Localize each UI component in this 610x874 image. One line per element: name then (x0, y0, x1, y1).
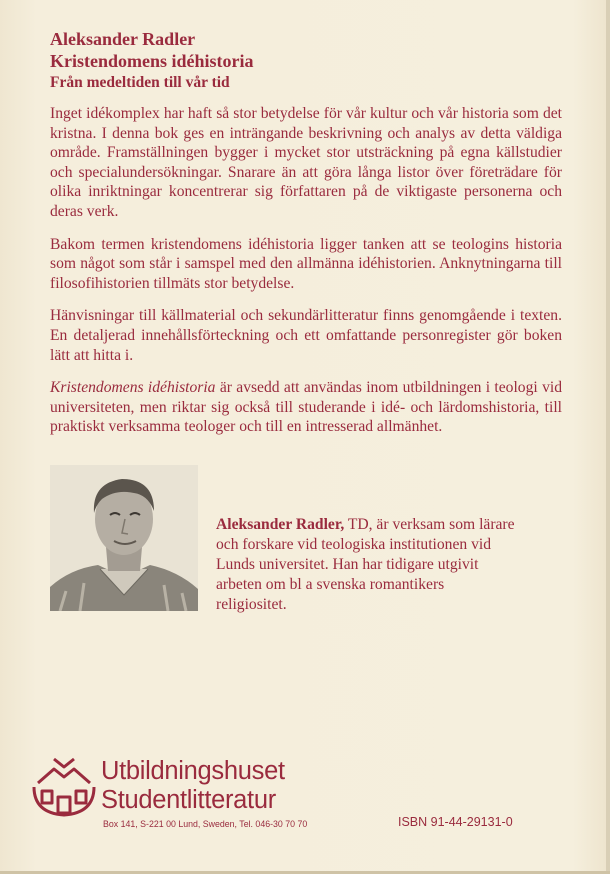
author-name: Aleksander Radler (50, 29, 196, 49)
bio-text: TD, är verksam som lärare och forskare vid teologiska institutionen vid Lunds universitet. Han har tidigare utgivit arbeten om bl a svenska romantikers religiositet. (216, 516, 515, 613)
isbn: ISBN 91-44-29131-0 (398, 815, 513, 829)
blurb (50, 104, 562, 450)
publisher-logo (32, 757, 96, 819)
house-logo-icon (32, 757, 96, 819)
blurb-paragraph: Bakom termen kristendomens idéhistoria ligger tanken att se teologins historia som något som står i samspel med den allmänna idéhistorien. Anknytningarna till filosofihistorien tillmäts stor betydelse. (50, 235, 562, 292)
publisher-line2: Studentlitteratur (101, 786, 276, 814)
author-bio (216, 515, 516, 615)
author-photo (50, 465, 198, 611)
blurb-paragraph (50, 378, 562, 437)
author-portrait-icon (50, 465, 198, 611)
bio-author-name: Aleksander Radler, (216, 516, 345, 533)
book-title-italic: Kristendomens idéhistoria (50, 379, 216, 397)
publisher-name (101, 757, 285, 815)
publisher-address: Box 141, S-221 00 Lund, Sweden, Tel. 046-30 70 70 (103, 819, 308, 829)
blurb-paragraph: Inget idékomplex har haft så stor betydelse för vår kultur och vår historia som det kristna. I denna bok ges en inträngande beskrivning och analys av detta väldiga område. Framställningen bygger i mycket stor utsträckning på egna källstudier och specialundersökningar. Snarare än att göra långa listor över företrädare för olika inriktningar koncentrerar sig författaren på de viktigaste personerna och deras verk. (50, 105, 562, 220)
book-header (50, 28, 254, 93)
blurb-paragraph: Hänvisningar till källmaterial och sekundärlitteratur finns genomgående i texten. En detaljerad innehållsförteckning och ett omfattande personregister gör boken lätt att hitta i. (50, 307, 562, 364)
book-title: Kristendomens idéhistoria (50, 51, 254, 71)
book-subtitle: Från medeltiden till vår tid (50, 74, 230, 91)
blurb-paragraph-text: är avsedd att användas inom utbildningen i teologi vid universiteten, men riktar sig också till studerande i idé- och lärdomshistoria, till praktiskt verksamma teologer och till en intresserad allmänhet. (50, 379, 562, 436)
page-edge (606, 0, 610, 874)
publisher-line1: Utbildningshuset (101, 757, 285, 785)
